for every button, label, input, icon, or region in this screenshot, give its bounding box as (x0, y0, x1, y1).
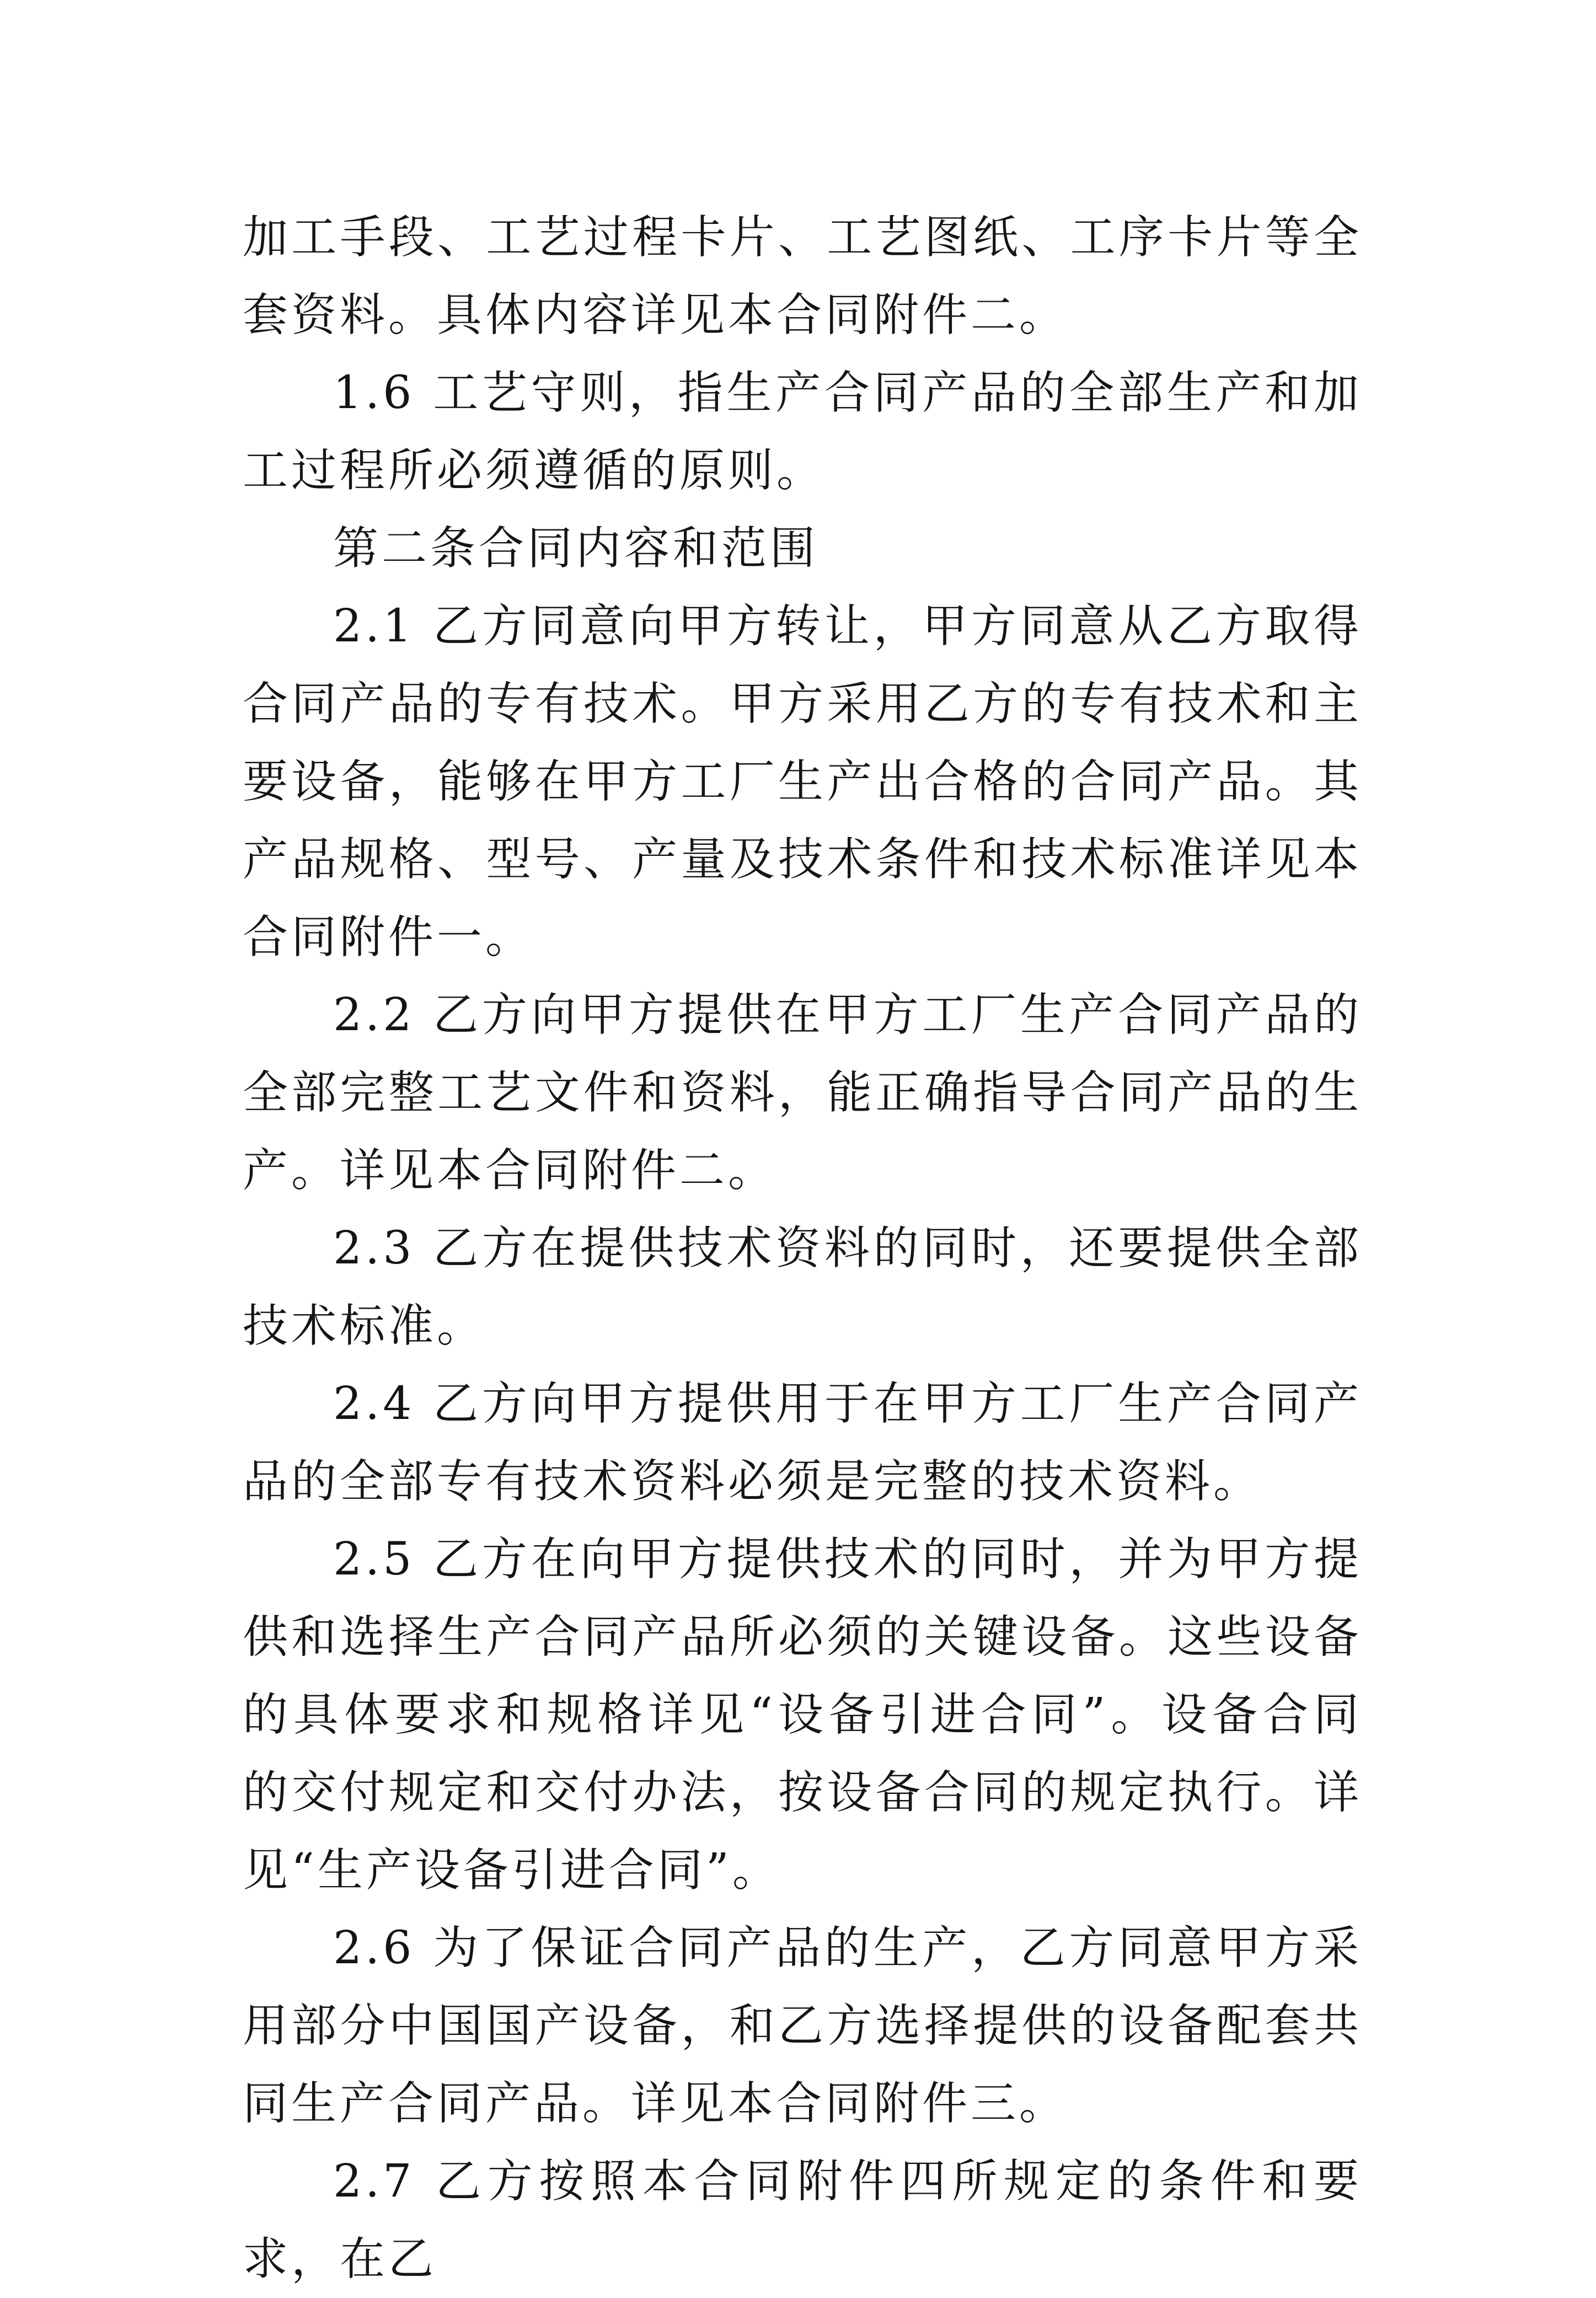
paragraph-2-4: 2.4 乙方向甲方提供用于在甲方工厂生产合同产品的全部专有技术资料必须是完整的技术资料。 (243, 1378, 1362, 1508)
section-heading-article-2: 第二条合同内容和范围 (333, 522, 819, 575)
paragraph-2-3: 2.3 乙方在提供技术资料的同时，还要提供全部技术标准。 (243, 1222, 1362, 1352)
paragraph-2-1: 2.1 乙方同意向甲方转让，甲方同意从乙方取得合同产品的专有技术。甲方采用乙方的专有技术和主要设备，能够在甲方工厂生产出合格的合同产品。其产品规格、型号、产量及技术条件和技术标准详见本合同附件一。 (243, 600, 1362, 963)
paragraph-2-7: 2.7 乙方按照本合同附件四所规定的条件和要求，在乙 (243, 2155, 1362, 2285)
paragraph-2-5: 2.5 乙方在向甲方提供技术的同时，并为甲方提供和选择生产合同产品所必须的关键设备。这些设备的具体要求和规格详见“设备引进合同”。设备合同的交付规定和交付办法，按设备合同的规定执行。详见“生产设备引进合同”。 (243, 1533, 1362, 1897)
paragraph-2-6: 2.6 为了保证合同产品的生产，乙方同意甲方采用部分中国国产设备，和乙方选择提供的设备配套共同生产合同产品。详见本合同附件三。 (243, 1922, 1362, 2130)
document-body (243, 199, 1362, 2298)
paragraph-2-2: 2.2 乙方向甲方提供在甲方工厂生产合同产品的全部完整工艺文件和资料，能正确指导合同产品的生产。详见本合同附件二。 (243, 989, 1362, 1197)
paragraph-1-6: 1.6 工艺守则，指生产合同产品的全部生产和加工过程所必须遵循的原则。 (243, 367, 1362, 497)
paragraph-continuation: 加工手段、工艺过程卡片、工艺图纸、工序卡片等全套资料。具体内容详见本合同附件二。 (243, 211, 1362, 341)
